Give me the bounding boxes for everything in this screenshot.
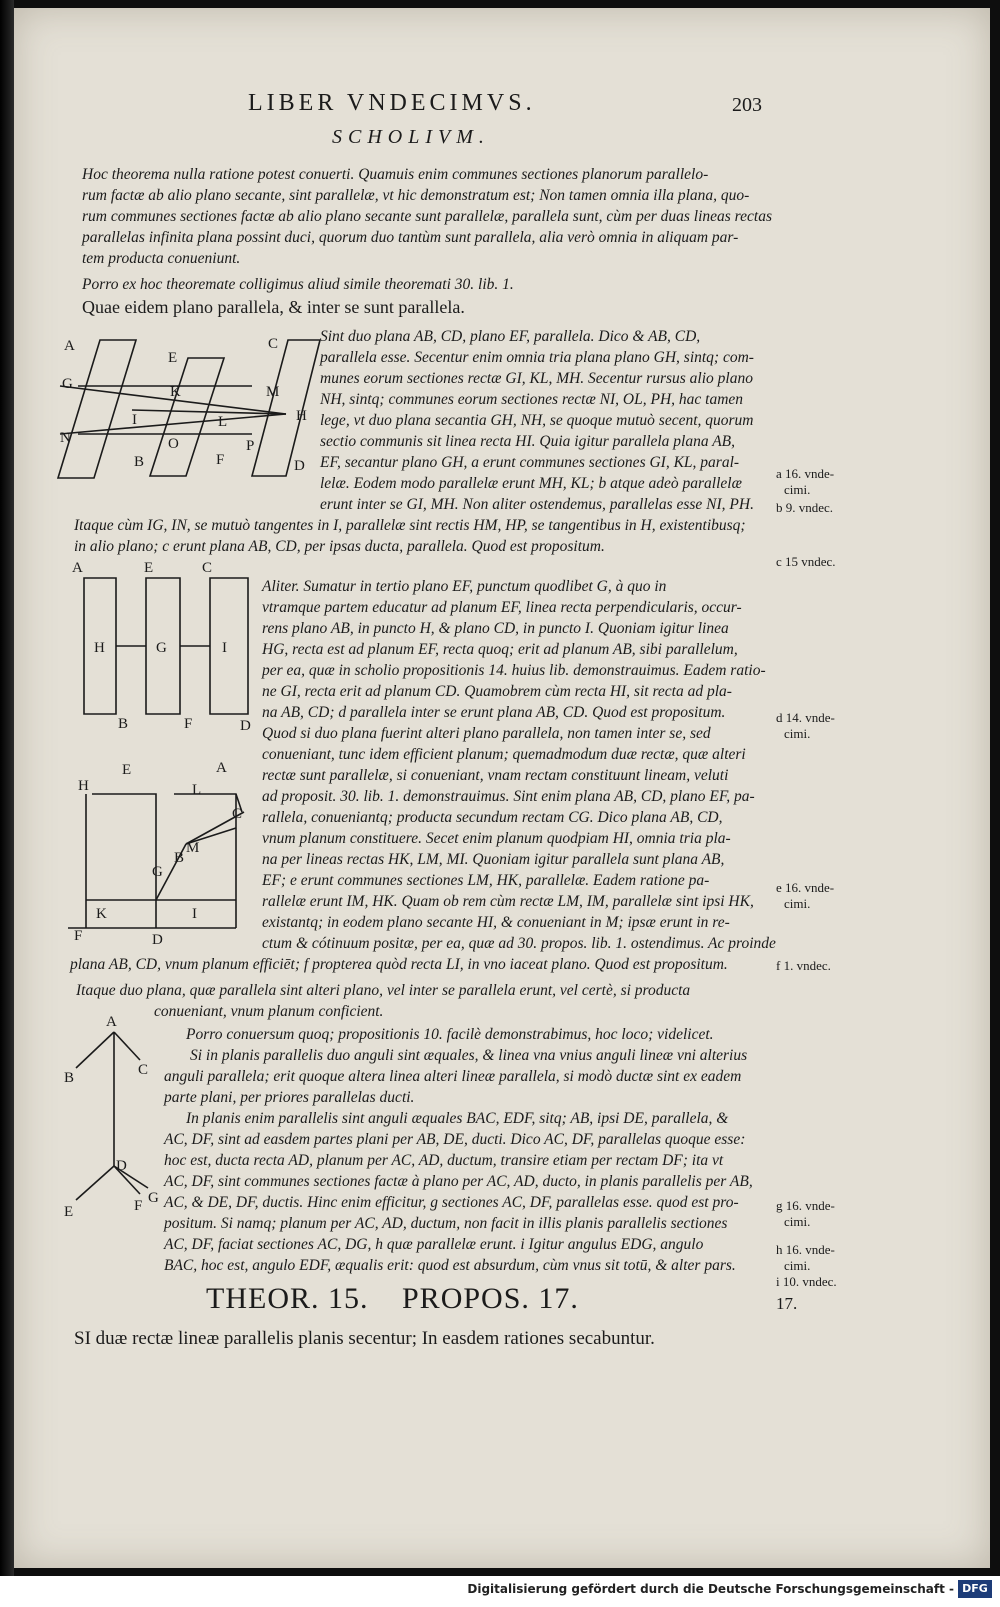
point-label: D [116,1158,127,1174]
point-label: M [266,384,280,400]
text-line: AC, & DE, DF, ductis. Hinc enim efficitur, g sectiones AC, DF, parallelas esse. quod est pro- [164,1194,739,1211]
text-line: AC, DF, faciat sectiones AC, DG, h quæ parallelæ erunt. i Igitur angulus EDG, angulo [164,1236,704,1253]
point-label: D [240,718,251,734]
point-label: A [106,1014,117,1030]
text-line: na AB, CD; d parallela inter se erunt plana AB, CD. Quod est propositum. [262,704,726,721]
text-line: ne GI, recta erit ad planum CD. Quamobrem cùm recta HI, sit recta ad pla- [262,683,732,700]
point-label: M [186,840,200,856]
text-line: rens plano AB, in puncto H, & plano CD, in puncto I. Quoniam igitur linea [262,620,729,637]
point-label: C [232,806,243,822]
point-label: F [184,716,193,732]
point-label: B [134,454,145,470]
catchword: 17. [776,1294,798,1313]
text-line: lege, vt duo plana secantia GH, NH, se quoque mutuò secent, quorum [320,412,754,429]
point-label: O [168,436,179,452]
text-line: BAC, hoc est, angulo EDF, æqualis erit: quod est absurdum, cùm vnus sit totū, & alter pars. [164,1257,736,1274]
text-line: parallela esse. Secentur enim omnia tria plana plano GH, sintq; com- [320,349,754,366]
point-label: F [134,1198,143,1214]
margin-note: b 9. vndec. [776,500,834,515]
point-label: I [192,906,197,922]
running-header-title: LIBER VNDECIMVS. [248,90,536,116]
section-heading: SCHOLIVM. [332,126,490,148]
text-line: HG, recta est ad planum EF, recta quoq; erit ad planum AB, sibi parallelum, [262,641,738,658]
point-label: G [62,376,73,392]
margin-note: c 15 vndec. [776,554,836,569]
point-label: K [170,384,181,400]
point-label: E [122,762,132,778]
point-label: H [78,778,89,794]
point-label: B [118,716,129,732]
figure-intersecting-planes [64,760,264,948]
text-line: parte plani, per priores parallelas ducti. [164,1089,415,1106]
text-line: Quod si duo plana fuerint alteri plano parallela, non tamen inter se, sed [262,725,711,742]
dfg-logo: DFG [958,1580,992,1598]
text-line: Itaque duo plana, quæ parallela sint alteri plano, vel inter se parallela erunt, vel certè, si producta [76,982,691,999]
theorem-label: THEOR. 15. [206,1282,369,1315]
text-line: ctum & cótinuum positæ, per ea, quæ ad 30. propos. lib. 1. ostendimus. Ac proinde [262,935,776,952]
point-label: B [64,1070,75,1086]
text-line: hoc est, ducta recta AD, planum per AC, AD, ductum, transire etiam per rectam DF; ita vt [164,1152,724,1169]
text-line: EF; e erunt communes sectiones LM, HK, parallelæ. Eadem ratione pa- [262,872,710,889]
text-line: plana AB, CD, vnum planum efficiēt; f propterea quòd recta LI, in vno iaceat plano. Quod est propositum. [70,956,728,973]
point-label: P [246,438,255,454]
text-line: sectio communis sit linea recta HI. Quia igitur parallela plana AB, [320,433,736,450]
point-label: C [138,1062,149,1078]
point-label: D [152,932,163,948]
text-line: AC, DF, sint communes sectiones factæ à plano per AC, AD, ducto, in planis parallelis per AB, [164,1173,753,1190]
text-line: ad proposit. 30. lib. 1. demonstrauimus. Sint enim plana AB, CD, plano EF, pa- [262,788,755,805]
text-line: tem producta conueniunt. [82,250,241,267]
text-line: rallela, conueniantq; producta secundum rectam CG. Dico plana AB, CD, [262,809,723,826]
book-binding-edge [0,0,14,1607]
text-line: conueniant, tunc idem efficient planum; quemadmodum duæ rectæ, quæ alteri [262,746,746,763]
text-line: erunt inter se GI, MH. Non aliter ostendemus, parallelas esse NI, PH. [320,496,754,513]
text-line: anguli parallela; erit quoque altera linea alteri lineæ parallela, si modò ductæ sint ex eadem [164,1068,742,1085]
margin-note: d 14. vnde- [776,710,835,725]
text-line: Aliter. Sumatur in tertio plano EF, punctum quodlibet G, à quo in [262,578,667,595]
text-line: parallelas infinita plana possint duci, quorum duo tantùm sunt parallela, alia verò omnia in aliquam par- [82,229,739,246]
point-label: I [222,640,227,656]
point-label: I [132,412,137,428]
text-line: existantq; in eodem plano secante HI, & conueniant in M; ipsæ erunt in re- [262,914,730,931]
digitization-footer [0,1576,1000,1607]
point-label: G [148,1190,159,1206]
text-line: AC, DF, sint ad easdem partes plani per AB, DE, ducti. Dico AC, DF, parallelas quoque esse: [164,1131,746,1148]
text-line: na per lineas rectas HK, LM, MI. Quoniam igitur parallela sunt plana AB, [262,851,725,868]
point-label: L [192,782,202,798]
point-label: G [152,864,163,880]
page-number: 203 [732,94,762,116]
corollary-statement: Quae eidem plano parallela, & inter se sunt parallela. [82,297,465,317]
point-label: A [216,760,227,776]
text-line: rum communes sectiones factæ ab alio plano secante sunt parallelæ, parallela sunt, cùm per duas lineas rectas [82,208,772,225]
point-label: A [72,560,83,576]
text-line: Hoc theorema nulla ratione potest conuerti. Quamuis enim communes sectiones planorum parallelo- [82,166,709,183]
text-line: vnum planum constituere. Secet enim planum quodpiam HI, omnia tria pla- [262,830,731,847]
figure-three-parallel-planes [60,336,312,488]
text-line: EF, secantur plano GH, a erunt communes sectiones GI, KL, paral- [320,454,740,471]
text-line: positum. Si namq; planum per AC, AD, ductum, non facit in illis planis parallelis sectiones [164,1215,728,1232]
point-label: F [74,928,83,944]
proposition-number: PROPOS. 17. [402,1282,579,1315]
book-page [14,8,990,1568]
margin-note: i 10. vndec. [776,1274,837,1289]
text-line: rallelæ erunt IM, HK. Quam ob rem cùm rectæ LM, IM, parallelæ sint ipsi HK, [262,893,754,910]
margin-note: f 1. vndec. [776,958,831,973]
footer-credit-text: Digitalisierung gefördert durch die Deutsche Forschungsgemeinschaft - [467,1582,954,1596]
margin-note: e 16. vnde- [776,880,835,895]
figure-parallel-angles [64,1014,174,1238]
margin-note: h 16. vnde- [776,1242,835,1257]
proposition-statement: SI duæ rectæ lineæ parallelis planis secentur; In easdem rationes secabuntur. [74,1328,655,1349]
point-label: K [96,906,107,922]
point-label: N [60,430,71,446]
point-label: E [168,350,178,366]
text-line: rectæ sunt parallelæ, si conueniant, vnam rectam constituunt lineam, veluti [262,767,729,784]
text-line: Si in planis parallelis duo anguli sint æquales, & linea vna vnius anguli lineæ vni alterius [190,1047,748,1064]
text-line: NH, sintq; communes eorum sectiones rectæ NI, OL, PH, hac tamen [320,391,744,408]
margin-note: a 16. vnde- [776,466,835,481]
text-line: lelæ. Eodem modo parallelæ erunt MH, KL; b atque adeò parallelæ [320,475,742,492]
point-label: L [218,414,228,430]
text-line: conueniant, vnum planum conficient. [154,1003,384,1020]
point-label: E [144,560,154,576]
text-line: in alio plano; c erunt plana AB, CD, per ipsas ducta, parallela. Quod est propositum. [74,538,605,555]
margin-note: g 16. vnde- [776,1198,835,1213]
porro-line: Porro ex hoc theoremate colligimus aliud simile theoremati 30. lib. 1. [82,276,514,293]
point-label: A [64,338,75,354]
text-line: rum factæ ab alio plano secante, sint parallelæ, vt hic demonstratum est; Non tamen omnia illa plana, quo- [82,187,750,204]
figure-parallel-planes-perpendicular [72,560,262,736]
margin-note: cimi. [784,1258,811,1273]
point-label: H [94,640,105,656]
margin-note: cimi. [784,726,811,741]
text-line: vtramque partem educatur ad planum EF, linea recta perpendicularis, occur- [262,599,742,616]
margin-note: cimi. [784,896,811,911]
point-label: F [216,452,225,468]
text-line: Sint duo plana AB, CD, plano EF, parallela. Dico & AB, CD, [320,328,701,345]
text-line: Porro conuersum quoq; propositionis 10. facilè demonstrabimus, hoc loco; videlicet. [186,1026,714,1043]
point-label: C [202,560,213,576]
point-label: G [156,640,167,656]
point-label: H [296,408,307,424]
text-line: per ea, quæ in scholio propositionis 14. huius lib. demonstrauimus. Eadem ratio- [262,662,766,679]
text-line: munes eorum sectiones rectæ GI, KL, MH. Secentur rursus alio plano [320,370,753,387]
text-line: In planis enim parallelis sint anguli æquales BAC, EDF, sitq; AB, ipsi DE, parallela, & [186,1110,729,1127]
margin-note: cimi. [784,1214,811,1229]
margin-note: cimi. [784,482,811,497]
point-label: E [64,1204,74,1220]
point-label: D [294,458,305,474]
text-line: Itaque cùm IG, IN, se mutuò tangentes in I, parallelæ sint rectis HM, HP, se tangentibus in H, existentibusq; [74,517,746,534]
point-label: B [174,850,185,866]
point-label: C [268,336,279,352]
